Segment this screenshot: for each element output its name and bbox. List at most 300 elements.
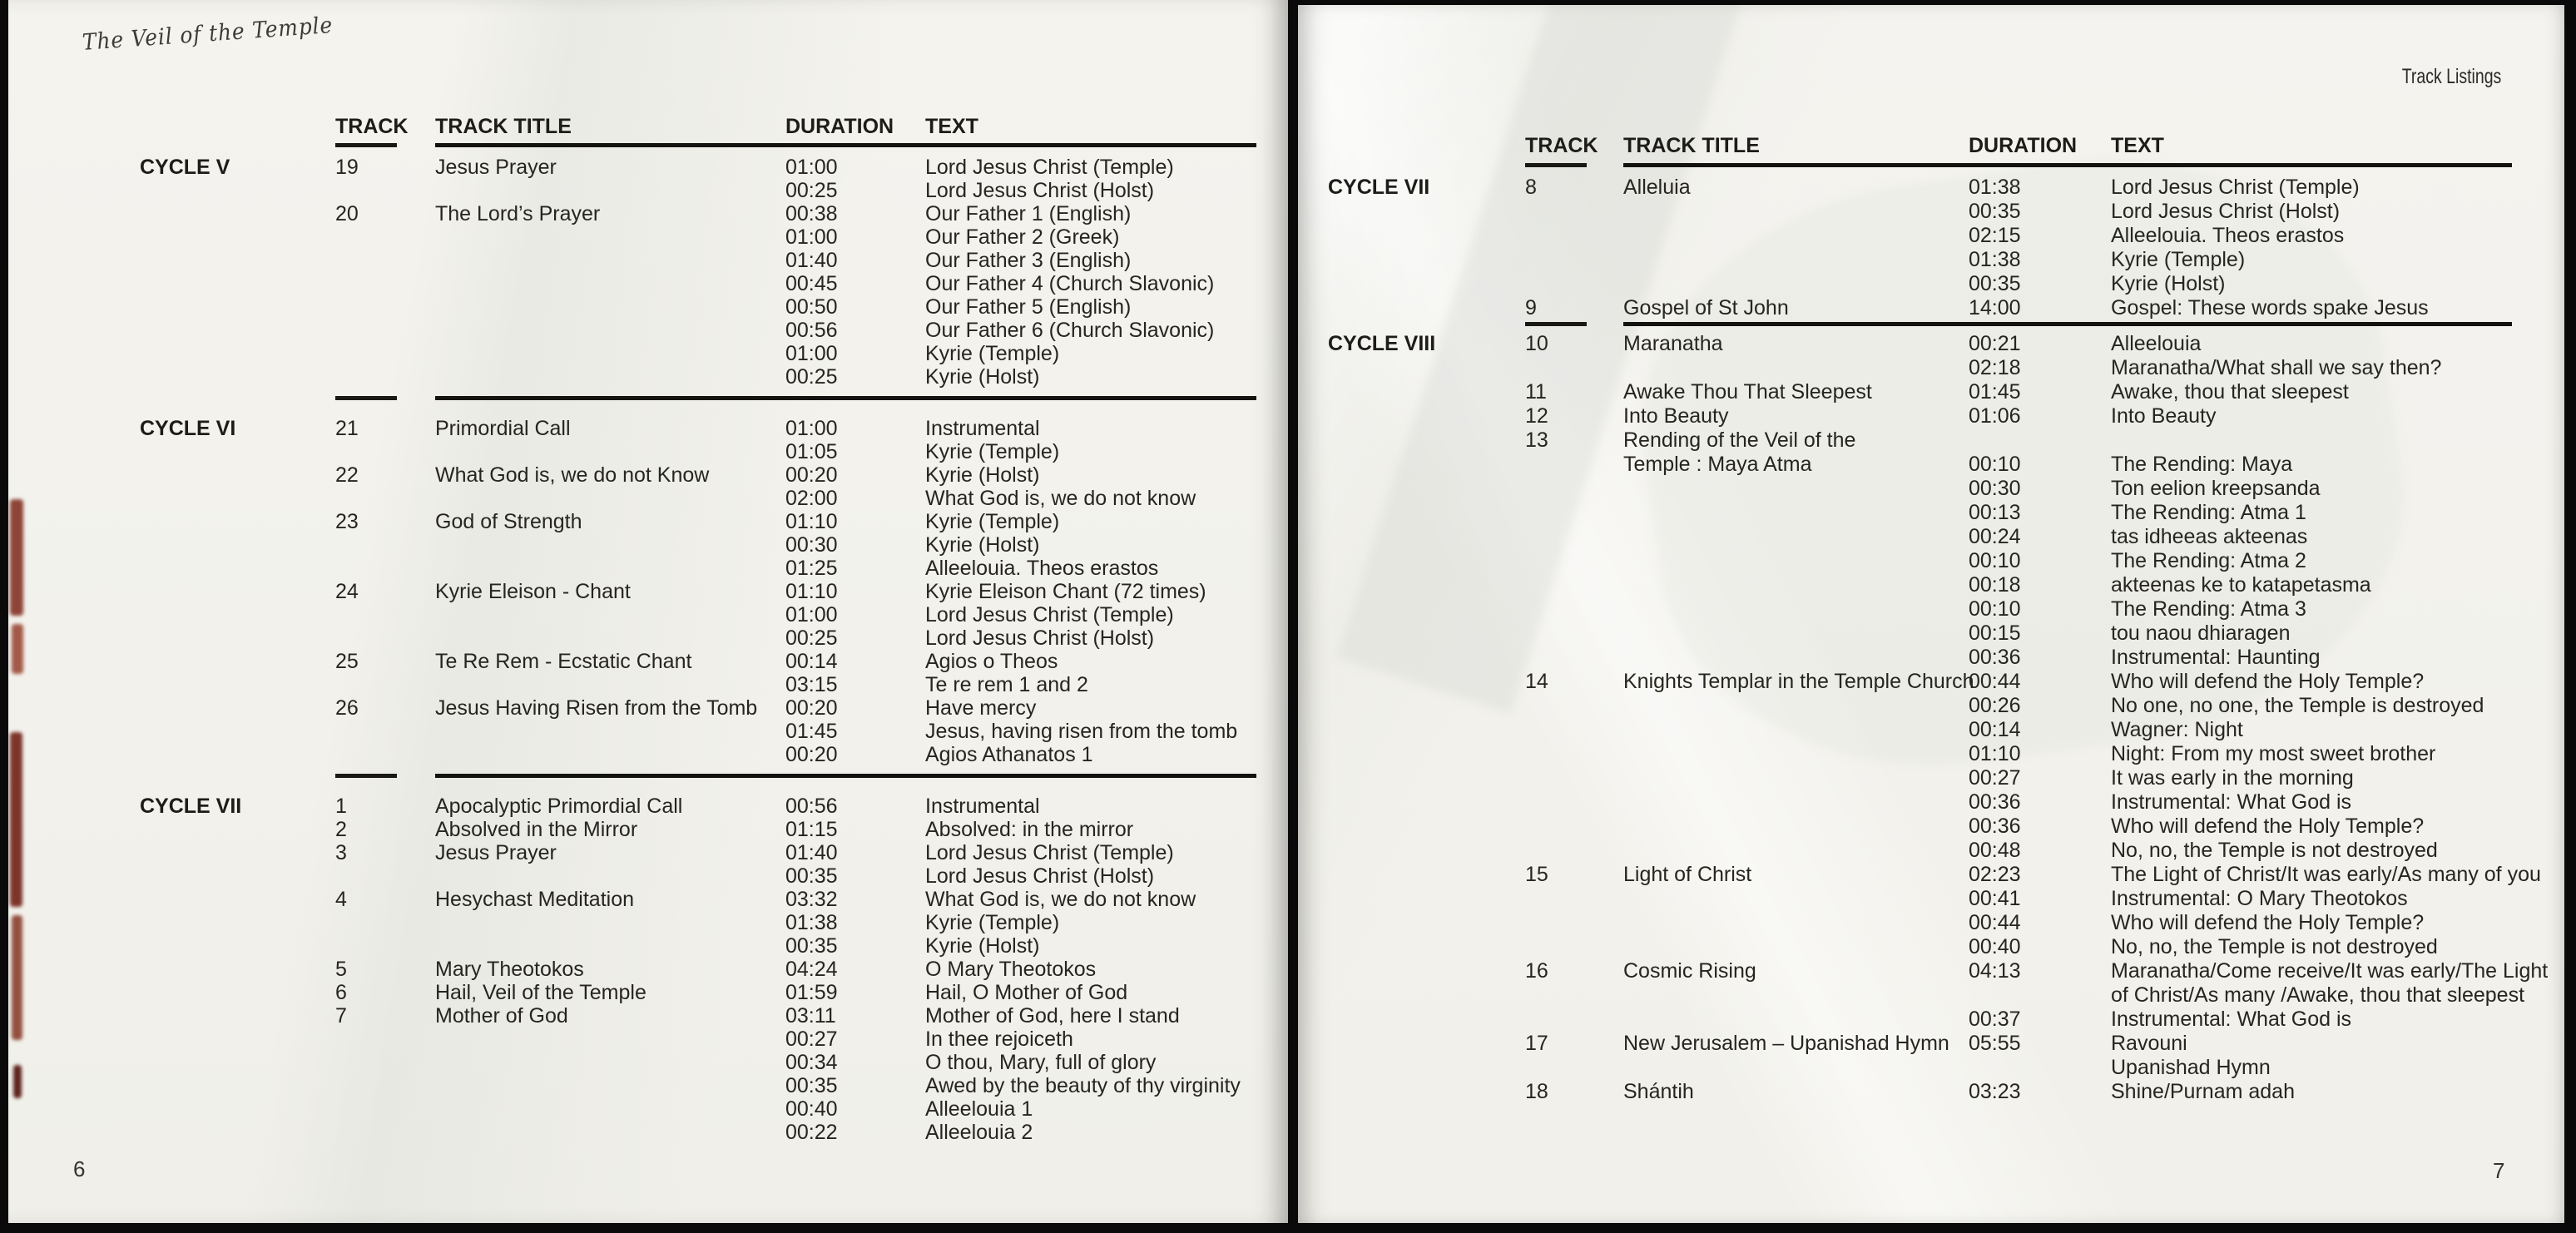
text-cell-text: Mother of God, here I stand [925,1004,1180,1028]
duration-cell-text: 00:20 [785,743,838,766]
spine-edge-print-mark [12,624,23,674]
track-number-cell-text: 16 [1525,959,1548,983]
track-title-cell-text: Jesus Prayer [435,156,557,179]
duration-cell-text: 02:18 [1969,356,2021,379]
text-cell [2111,839,2512,863]
text-cell-text: Kyrie (Holst) [925,365,1040,389]
track-number-cell-text: 17 [1525,1032,1548,1055]
column-header-text [925,115,1256,138]
track-number-cell [1525,1080,1623,1104]
track-row [1328,983,2525,1008]
duration-cell [1969,1008,2111,1032]
text-cell-text: Lord Jesus Christ (Temple) [925,156,1174,179]
track-row [1328,670,2512,694]
track-row [1328,742,2512,766]
track-number-cell-text: 25 [335,650,359,673]
rule-track-column [1525,322,1587,326]
duration-cell [1969,742,2111,766]
horizontal-rule [1328,320,2512,332]
text-cell [925,249,1256,272]
column-header-title-text: TRACK TITLE [1623,134,1760,157]
duration-cell-text: 00:48 [1969,839,2021,862]
rule-track-column [1525,163,1587,167]
track-row [140,720,1256,743]
duration-cell-text: 01:25 [785,557,838,580]
text-cell [925,156,1256,179]
page-section-title: Track Listings [2401,65,2501,88]
track-title-cell [1623,1032,1969,1056]
text-cell-text: Kyrie (Holst) [2111,272,2226,295]
track-row [1328,332,2512,356]
track-title-cell [1623,959,1969,983]
track-number-cell [335,981,435,1004]
text-cell [925,319,1256,342]
track-title-cell-text: Gospel of St John [1623,296,1789,319]
duration-cell [785,650,925,673]
duration-cell [785,295,925,319]
duration-cell [785,841,925,864]
duration-cell-text: 00:25 [785,626,838,650]
text-cell-text: Alleelouia 1 [925,1097,1033,1121]
text-cell [925,487,1256,510]
duration-cell-text: 00:10 [1969,453,2021,476]
text-cell [925,179,1256,202]
duration-cell [785,440,925,463]
track-title-cell [435,818,785,841]
page-number-right: 7 [2493,1158,2505,1183]
track-row [1328,1032,2512,1056]
track-row [140,1051,1256,1074]
track-row [1328,718,2512,742]
duration-cell [785,365,925,389]
duration-cell-text: 01:00 [785,603,838,626]
text-cell-text: In thee rejoiceth [925,1028,1073,1051]
duration-cell-text: 00:36 [1969,646,2021,669]
track-title-cell-text: Apocalyptic Primordial Call [435,795,683,818]
duration-cell [785,319,925,342]
duration-cell-text: 00:21 [1969,332,2021,355]
track-title-cell-text: Shántih [1623,1080,1694,1103]
duration-cell [1969,356,2111,380]
duration-cell-text: 01:10 [785,510,838,533]
track-number-cell-text: 22 [335,463,359,487]
text-cell-text: Alleelouia [2111,332,2202,355]
duration-cell [785,888,925,911]
track-number-cell-text: 24 [335,580,359,603]
duration-cell [785,1121,925,1144]
text-cell-text: The Light of Christ/It was early/As many of you [2111,863,2541,886]
track-row [1328,959,2549,983]
duration-cell [1969,453,2111,477]
track-row [1328,646,2512,670]
duration-cell-text: 00:14 [1969,718,2021,741]
text-cell-text: Instrumental: What God is [2111,1008,2352,1031]
duration-cell-text: 04:13 [1969,959,2021,983]
duration-cell [785,864,925,888]
track-row [1328,766,2512,790]
duration-cell-text: 04:24 [785,958,838,981]
track-title-cell [1623,404,1969,428]
track-row [140,342,1256,365]
text-cell [925,841,1256,864]
column-header-track-text: TRACK [1525,134,1598,157]
duration-cell-text: 00:20 [785,696,838,720]
text-cell [925,580,1256,603]
duration-cell [1969,224,2111,248]
duration-cell [785,272,925,295]
spine-edge-print-mark [10,732,22,907]
track-row [1328,1080,2512,1104]
duration-cell-text: 01:00 [785,417,838,440]
track-row [140,557,1256,580]
column-header-duration-text: DURATION [1969,134,2078,157]
track-title-cell [1623,296,1969,320]
track-number-cell-text: 4 [335,888,347,911]
duration-cell [1969,670,2111,694]
track-number-cell-text: 23 [335,510,359,533]
text-cell [2111,621,2512,646]
duration-cell [1969,332,2111,356]
text-cell [925,463,1256,487]
text-cell [925,696,1256,720]
track-number-cell-text: 14 [1525,670,1548,693]
duration-cell-text: 00:27 [785,1028,838,1051]
track-number-cell [1525,428,1623,453]
track-title-cell-text: Rending of the Veil of the [1623,428,1856,452]
track-number-cell-text: 1 [335,795,347,818]
text-cell-text: Maranatha/Come receive/It was early/The Light [2111,959,2549,983]
track-row [140,958,1256,981]
track-row [140,249,1256,272]
text-cell [925,1004,1256,1028]
track-row [140,1074,1256,1097]
text-cell [925,981,1256,1004]
text-cell-text: Instrumental [925,795,1040,818]
spine-edge-print-mark [12,915,22,1040]
duration-cell [1969,380,2111,404]
duration-cell-text: 00:22 [785,1121,838,1144]
track-title-cell [1623,863,1969,887]
track-row [1328,790,2512,815]
text-cell [2111,573,2512,597]
text-cell [925,934,1256,958]
text-cell-text: Ravouni [2111,1032,2187,1055]
track-number-cell [335,202,435,225]
rule-track-column [335,143,397,147]
text-cell [925,1028,1256,1051]
text-cell-text: What God is, we do not know [925,888,1196,911]
column-header-duration-text: DURATION [785,115,894,138]
text-cell [2111,176,2512,200]
duration-cell-text: 01:40 [785,249,838,272]
duration-cell-text: 01:45 [785,720,838,743]
track-row [1328,887,2512,911]
text-cell [925,958,1256,981]
cycle-label [140,795,335,818]
cycle-label [1328,332,1525,356]
track-title-cell-text: Knights Templar in the Temple Church [1623,670,1974,693]
track-number-cell [1525,670,1623,694]
text-cell-text: Our Father 6 (Church Slavonic) [925,319,1215,342]
text-cell [2111,1056,2512,1080]
duration-cell-text: 00:36 [1969,790,2021,814]
duration-cell-text: 00:18 [1969,573,2021,597]
track-number-cell [1525,959,1623,983]
track-row [140,673,1256,696]
text-cell-text: Kyrie (Holst) [925,934,1040,958]
text-cell-text: The Rending: Maya [2111,453,2293,476]
duration-cell [1969,272,2111,296]
duration-cell-text: 00:40 [1969,935,2021,958]
duration-cell [1969,694,2111,718]
text-cell [925,1097,1256,1121]
text-cell-text: Awed by the beauty of thy virginity [925,1074,1241,1097]
duration-cell [1969,525,2111,549]
column-header-text-text: TEXT [2111,134,2164,157]
text-cell [925,818,1256,841]
text-cell [2111,272,2512,296]
duration-cell-text: 00:14 [785,650,838,673]
track-title-cell [435,156,785,179]
track-row [140,888,1256,911]
duration-cell-text: 00:24 [1969,525,2021,548]
text-cell [925,272,1256,295]
track-row [140,841,1256,864]
duration-cell [785,743,925,766]
text-cell [2111,525,2512,549]
cycle-label [140,156,335,179]
text-cell-text: Our Father 5 (English) [925,295,1132,319]
track-row [1328,176,2512,200]
track-row [140,463,1256,487]
text-cell-text: Who will defend the Holy Temple? [2111,815,2425,838]
text-cell [2111,549,2512,573]
track-row [140,743,1256,766]
track-number-cell [1525,380,1623,404]
track-row [140,626,1256,650]
duration-cell-text: 00:20 [785,463,838,487]
rule-main [435,143,1256,147]
column-header-title [1623,134,1969,158]
text-cell [2111,248,2512,272]
track-row [140,1097,1256,1121]
duration-cell-text: 00:10 [1969,549,2021,572]
track-number-cell [335,580,435,603]
duration-cell-text: 00:35 [785,864,838,888]
text-cell-text: Who will defend the Holy Temple? [2111,911,2425,934]
duration-cell [1969,935,2111,959]
duration-cell [1969,573,2111,597]
text-cell-text: Night: From my most sweet brother [2111,742,2436,765]
track-title-cell-text: Kyrie Eleison - Chant [435,580,631,603]
track-title-cell [435,888,785,911]
text-cell [925,1051,1256,1074]
duration-cell [1969,646,2111,670]
track-number-cell-text: 7 [335,1004,347,1028]
text-cell-text: Te re rem 1 and 2 [925,673,1088,696]
duration-cell-text: 00:30 [785,533,838,557]
text-cell-text: Kyrie (Holst) [925,533,1040,557]
text-cell-text: No, no, the Temple is not destroyed [2111,839,2438,862]
duration-cell [1969,911,2111,935]
text-cell [2111,863,2541,887]
text-cell-text: akteenas ke to katapetasma [2111,573,2371,597]
track-row [1328,911,2512,935]
text-cell-text: Absolved: in the mirror [925,818,1134,841]
column-header-track [1525,134,1623,158]
duration-cell-text: 03:15 [785,673,838,696]
text-cell [925,650,1256,673]
text-cell [2111,501,2512,525]
text-cell [925,795,1256,818]
track-title-cell [1623,453,1969,477]
text-cell [2111,718,2512,742]
duration-cell-text: 03:32 [785,888,838,911]
track-number-cell [335,818,435,841]
cycle-label-text: CYCLE VII [140,795,242,818]
duration-cell-text: 00:35 [785,1074,838,1097]
text-cell-text: Awake, thou that sleepest [2111,380,2349,404]
duration-cell [1969,248,2111,272]
duration-cell [785,463,925,487]
track-number-cell-text: 2 [335,818,347,841]
track-number-cell-text: 6 [335,981,347,1004]
track-row [1328,863,2541,887]
track-title-cell-text: Into Beauty [1623,404,1729,428]
rule-main [1623,163,2512,167]
text-cell-text: Alleelouia. Theos erastos [925,557,1159,580]
text-cell-text: tas idheeas akteenas [2111,525,2308,548]
text-cell [925,417,1256,440]
track-title-cell-text: Hesychast Meditation [435,888,635,911]
track-title-cell-text: Absolved in the Mirror [435,818,638,841]
text-cell [2111,766,2512,790]
text-cell-text: Jesus, having risen from the tomb [925,720,1238,743]
track-title-cell [1623,176,1969,200]
duration-cell [785,249,925,272]
duration-cell [785,156,925,179]
text-cell-text: Kyrie (Temple) [925,911,1060,934]
track-number-cell [335,156,435,179]
track-title-cell-text: Mother of God [435,1004,568,1028]
text-cell-text: Who will defend the Holy Temple? [2111,670,2425,693]
text-cell-text: tou naou dhiaragen [2111,621,2291,645]
track-title-cell-text: Light of Christ [1623,863,1752,886]
track-title-cell [1623,1080,1969,1104]
text-cell [925,626,1256,650]
track-number-cell-text: 20 [335,202,359,225]
text-cell [925,510,1256,533]
page-number-left: 6 [73,1156,86,1181]
text-cell [925,440,1256,463]
text-cell [2111,597,2512,621]
duration-cell [1969,887,2111,911]
duration-cell-text: 00:56 [785,795,838,818]
column-header-text [2111,134,2512,158]
text-cell-text: Lord Jesus Christ (Temple) [925,841,1174,864]
track-row [1328,694,2512,718]
text-cell-text: Instrumental: O Mary Theotokos [2111,887,2408,910]
track-number-cell [335,888,435,911]
track-title-cell [435,510,785,533]
duration-cell-text: 01:10 [1969,742,2021,765]
rule-main [435,774,1256,778]
text-cell [925,533,1256,557]
duration-cell [1969,1080,2111,1104]
track-title-cell [435,696,785,720]
track-row [140,795,1256,818]
text-cell-text: It was early in the morning [2111,766,2354,790]
track-row [140,319,1256,342]
text-cell [2111,224,2512,248]
text-cell [925,202,1256,225]
track-title-cell [435,202,785,225]
duration-cell [785,981,925,1004]
text-cell [925,557,1256,580]
duration-cell-text: 00:38 [785,202,838,225]
booklet-page-right [1298,5,2564,1223]
text-cell [2111,453,2512,477]
duration-cell-text: 00:25 [785,179,838,202]
text-cell-text: Our Father 2 (Greek) [925,225,1120,249]
text-cell-text: Agios Athanatos 1 [925,743,1093,766]
track-row [140,1028,1256,1051]
track-number-cell [335,510,435,533]
track-row [140,365,1256,389]
track-row [140,225,1256,249]
duration-cell [785,720,925,743]
track-row [140,179,1256,202]
duration-cell [785,696,925,720]
handwritten-album-title: The Veil of the Temple [82,12,334,56]
track-title-cell [435,650,785,673]
track-title-cell [435,981,785,1004]
track-row [1328,404,2512,428]
cycle-label [1328,176,1525,200]
duration-cell [1969,296,2111,320]
duration-cell [785,911,925,934]
track-table-right [1298,5,2564,1104]
track-number-cell [335,958,435,981]
horizontal-rule [1328,158,2512,176]
text-cell [2111,959,2548,983]
text-cell [2111,296,2512,320]
track-row [140,650,1256,673]
track-row [140,272,1256,295]
track-row [140,818,1256,841]
duration-cell [1969,959,2111,983]
track-row [1328,380,2512,404]
track-title-cell [435,417,785,440]
column-header-title-text: TRACK TITLE [435,115,572,138]
text-cell [2111,404,2512,428]
duration-cell-text: 02:15 [1969,224,2021,247]
duration-cell-text: 01:38 [1969,248,2021,271]
track-title-cell-text: Temple : Maya Atma [1623,453,1812,476]
track-title-cell-text: God of Strength [435,510,582,533]
duration-cell-text: 00:41 [1969,887,2021,910]
track-row [140,1004,1256,1028]
duration-cell-text: 02:23 [1969,863,2021,886]
text-cell-text: Instrumental [925,417,1040,440]
track-number-cell-text: 3 [335,841,347,864]
track-number-cell-text: 5 [335,958,347,981]
duration-cell [1969,839,2111,863]
track-row [1328,248,2512,272]
duration-cell [1969,815,2111,839]
duration-cell-text: 00:27 [1969,766,2021,790]
duration-cell-text: 00:40 [785,1097,838,1121]
